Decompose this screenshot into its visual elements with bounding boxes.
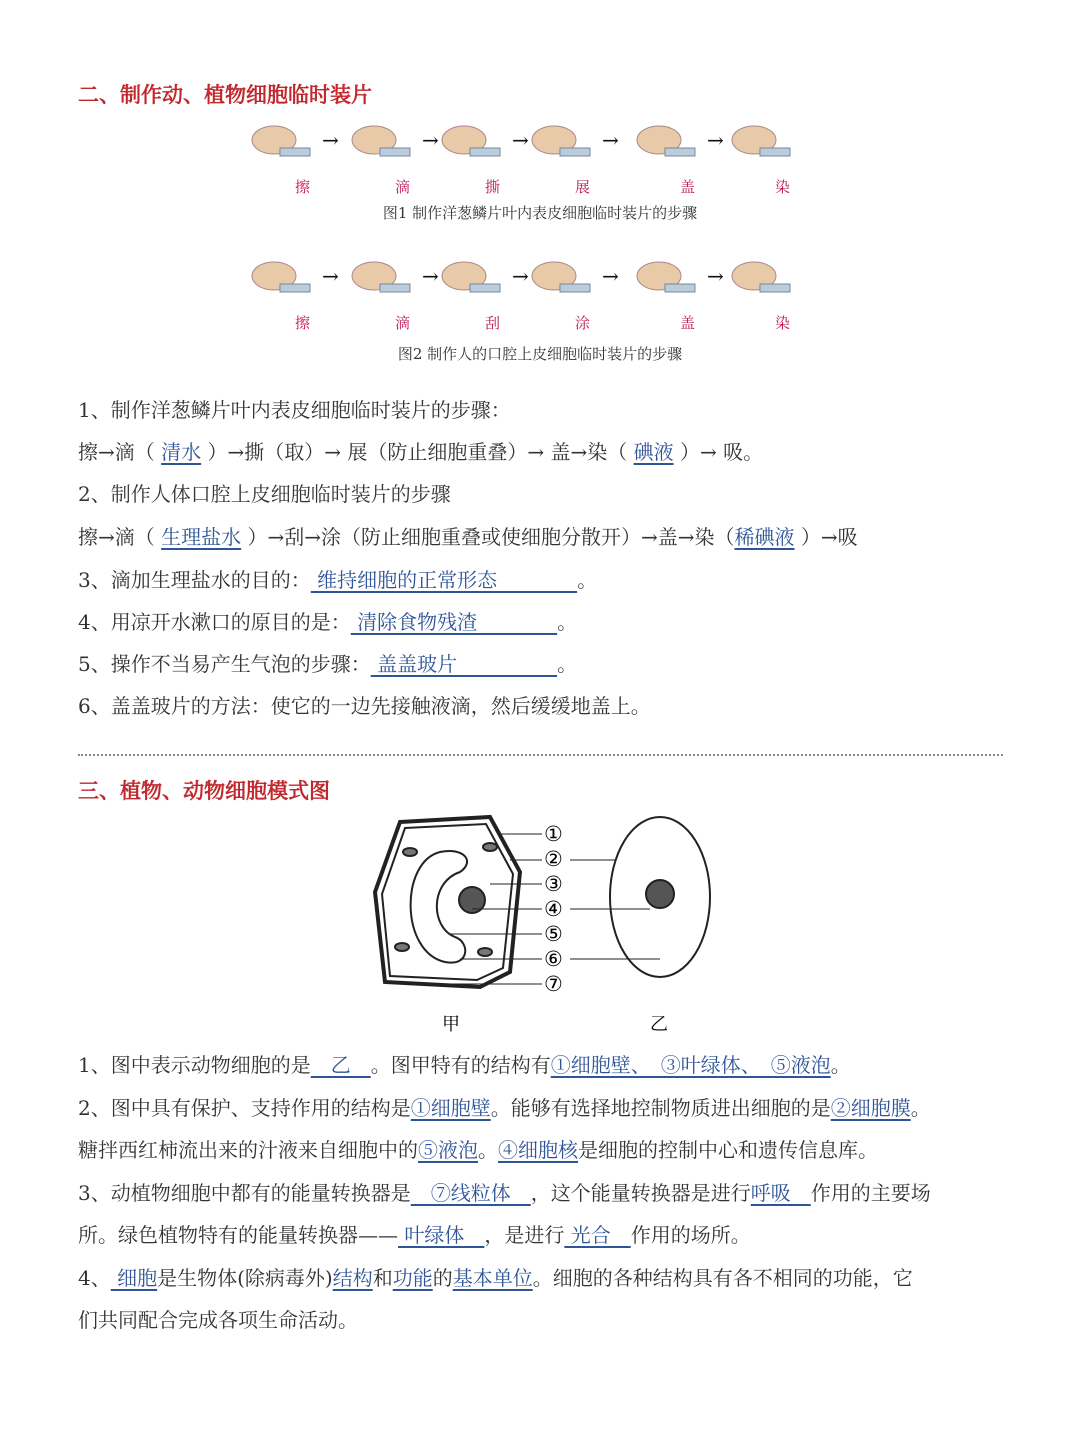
text-segment: ）→ 吸。 (673, 440, 764, 464)
step-illustration (350, 254, 412, 300)
answer-blank: 清除食物残渣 (350, 610, 558, 634)
structure-number: ④ (544, 897, 563, 921)
structure-number: ① (544, 822, 563, 846)
text-segment: 3、动植物细胞中都有的能量转换器是 (78, 1181, 411, 1205)
structure-number: ③ (544, 872, 563, 896)
text-line (78, 690, 651, 719)
step-illustration (440, 118, 502, 164)
text-segment: 是细胞的控制中心和遗传信息库。 (578, 1138, 878, 1162)
text-segment: ，是进行 (484, 1223, 565, 1247)
text-segment: 1、图中表示动物细胞的是 (78, 1053, 311, 1077)
text-segment: 们共同配合完成各项生命活动。 (78, 1308, 358, 1332)
arrow-icon: → (512, 264, 529, 288)
text-segment: 糖拌西红柿流出来的汁液来自细胞中的 (78, 1138, 418, 1162)
text-segment: 所。绿色植物特有的能量转换器—— (78, 1223, 398, 1247)
step-label: 盖 (680, 178, 696, 196)
step-label: 染 (775, 178, 791, 196)
text-segment: ）→撕（取）→ 展（防止细胞重叠）→ 盖→染（ (201, 440, 634, 464)
answer-blank: ④细胞核 (498, 1138, 578, 1162)
text-segment: 2、图中具有保护、支持作用的结构是 (78, 1096, 411, 1120)
answer-blank: 结构 (332, 1266, 373, 1290)
text-segment: 作用的主要场 (810, 1181, 931, 1205)
text-segment: ）→吸 (794, 525, 858, 549)
text-line (78, 521, 858, 550)
step-label: 滴 (395, 178, 411, 196)
text-line (78, 1177, 931, 1206)
figure-2-steps (250, 254, 830, 332)
text-line (78, 1304, 358, 1333)
answer-blank: ⑤液泡 (418, 1138, 478, 1162)
text-segment: 。图甲特有的结构有 (370, 1053, 551, 1077)
answer-blank: 稀碘液 (734, 525, 795, 549)
text-segment: 4、用凉开水漱口的原目的是： (78, 610, 351, 634)
text-segment: 。 (830, 1053, 851, 1077)
arrow-icon: → (322, 128, 339, 152)
step-label: 染 (775, 314, 791, 332)
step-label: 撕 (485, 178, 501, 196)
cell-diagram (360, 812, 720, 1037)
text-segment: ）→刮→涂（防止细胞重叠或使细胞分散开）→盖→染（ (241, 525, 735, 549)
step-label: 涂 (575, 314, 591, 332)
arrow-icon: → (512, 128, 529, 152)
figure-2-caption: 图2 制作人的口腔上皮细胞临时装片的步骤 (397, 345, 683, 363)
text-line (78, 1092, 931, 1121)
text-segment: 。 (577, 568, 598, 592)
structure-number-labels (544, 822, 563, 996)
arrow-icon: → (602, 128, 619, 152)
step-illustration (530, 254, 592, 300)
text-segment: 。细胞的各种结构具有各不相同的功能，它 (532, 1266, 913, 1290)
answer-blank: 碘液 (633, 440, 674, 464)
step-illustration (635, 118, 697, 164)
text-line (78, 1262, 913, 1291)
answer-blank: 乙 (310, 1053, 371, 1077)
structure-number: ⑤ (544, 922, 563, 946)
arrow-icon: → (707, 128, 724, 152)
answer-blank: 盖盖玻片 (370, 652, 558, 676)
step-label: 滴 (395, 314, 411, 332)
answer-blank: 维持细胞的正常形态 (310, 568, 578, 592)
text-segment: 擦→滴（ (78, 440, 162, 464)
section-3-title: 三、植物、动物细胞模式图 (78, 778, 330, 803)
dotted-divider (78, 754, 1003, 756)
step-label: 擦 (295, 178, 311, 196)
text-line (78, 606, 577, 635)
text-line (78, 1134, 878, 1163)
arrow-icon: → (322, 264, 339, 288)
answer-blank: ①细胞壁、 ③叶绿体、 ⑤液泡 (550, 1053, 831, 1077)
answer-blank: 功能 (392, 1266, 433, 1290)
text-segment: 4、 (78, 1266, 111, 1290)
animal-cell-label: 乙 (650, 1014, 668, 1035)
text-line (78, 478, 451, 507)
step-illustration (250, 254, 312, 300)
structure-number: ② (544, 847, 563, 871)
answer-blank: ⑦线粒体 (410, 1181, 531, 1205)
text-segment: 。 (478, 1138, 498, 1162)
animal-cell (610, 817, 710, 977)
arrow-icon: → (602, 264, 619, 288)
step-illustration (635, 254, 697, 300)
step-illustration (440, 254, 502, 300)
arrow-icon: → (422, 264, 439, 288)
text-segment: 和 (372, 1266, 393, 1290)
text-segment: 。 (557, 610, 578, 634)
step-label: 刮 (485, 314, 501, 332)
step-label: 盖 (680, 314, 696, 332)
text-segment: 的 (432, 1266, 453, 1290)
answer-blank: 基本单位 (452, 1266, 533, 1290)
text-segment: 擦→滴（ (78, 525, 162, 549)
step-illustration (730, 118, 792, 164)
answer-blank: 细胞 (110, 1266, 158, 1290)
step-illustration (530, 118, 592, 164)
arrow-icon: → (422, 128, 439, 152)
answer-blank: 光合 (564, 1223, 631, 1247)
text-segment: ，这个能量转换器是进行 (530, 1181, 751, 1205)
answer-blank: 生理盐水 (161, 525, 242, 549)
text-segment: 1、制作洋葱鳞片叶内表皮细胞临时装片的步骤： (78, 398, 511, 422)
text-segment: 2、制作人体口腔上皮细胞临时装片的步骤 (78, 482, 451, 506)
step-label: 展 (575, 178, 591, 196)
text-line (78, 394, 511, 423)
answer-blank: ①细胞壁 (410, 1096, 491, 1120)
answer-blank: 叶绿体 (398, 1223, 485, 1247)
text-segment: 作用的场所。 (630, 1223, 751, 1247)
structure-number: ⑥ (544, 947, 563, 971)
text-line (78, 1049, 851, 1078)
answer-blank: 呼吸 (750, 1181, 811, 1205)
text-line (78, 436, 763, 465)
step-illustration (730, 254, 792, 300)
step-label: 擦 (295, 314, 311, 332)
text-segment: 。 (910, 1096, 931, 1120)
text-line (78, 1219, 751, 1248)
text-segment: 。 (557, 652, 578, 676)
text-segment: 5、操作不当易产生气泡的步骤： (78, 652, 371, 676)
structure-number: ⑦ (544, 972, 563, 996)
figure-1-steps (250, 118, 830, 196)
answer-blank: ②细胞膜 (830, 1096, 911, 1120)
answer-blank: 清水 (161, 440, 202, 464)
text-line (78, 648, 577, 677)
plant-cell (375, 817, 520, 987)
plant-cell-label: 甲 (442, 1014, 460, 1035)
arrow-icon: → (707, 264, 724, 288)
text-segment: 3、滴加生理盐水的目的： (78, 568, 311, 592)
figure-1-caption: 图1 制作洋葱鳞片叶内表皮细胞临时装片的步骤 (382, 204, 698, 222)
text-segment: 。能够有选择地控制物质进出细胞的是 (490, 1096, 831, 1120)
step-illustration (350, 118, 412, 164)
text-line (78, 564, 597, 593)
text-segment: 是生物体(除病毒外) (157, 1266, 333, 1290)
step-illustration (250, 118, 312, 164)
section-2-title: 二、制作动、植物细胞临时装片 (78, 82, 372, 107)
text-segment: 6、盖盖玻片的方法：使它的一边先接触液滴，然后缓缓地盖上。 (78, 694, 651, 718)
